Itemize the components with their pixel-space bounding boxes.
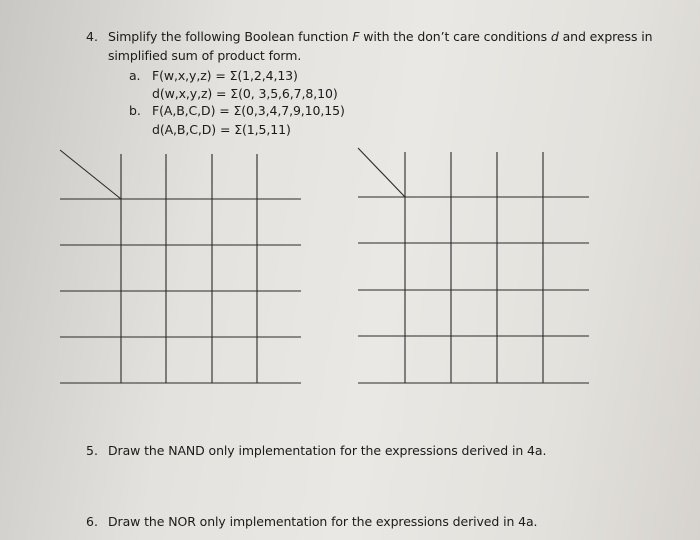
question-4-line-2: simplified sum of product form.	[108, 48, 302, 63]
question-5-number: 5.	[86, 443, 98, 458]
question-4-dont-care-symbol: d	[550, 29, 559, 44]
part-a-label: a.	[129, 68, 141, 83]
part-b-dont-care: d(A,B,C,D) = Σ(1,5,11)	[152, 122, 291, 137]
question-4-function-symbol: F	[352, 29, 360, 44]
part-a-dont-care: d(w,x,y,z) = Σ(0, 3,5,6,7,8,10)	[152, 86, 338, 101]
question-4-number: 4.	[86, 29, 98, 44]
kmap-left-corner-diagonal	[60, 150, 121, 199]
question-4-text-c: and express in	[562, 29, 653, 44]
part-b-label: b.	[129, 103, 141, 118]
question-4-text-b: with the don’t care conditions	[363, 29, 547, 44]
question-5-text: Draw the NAND only implementation for the expressions derived in 4a.	[108, 443, 547, 458]
question-6-number: 6.	[86, 514, 98, 529]
kmap-right-corner-diagonal	[358, 148, 405, 197]
question-6-text: Draw the NOR only implementation for the expressions derived in 4a.	[108, 514, 538, 529]
question-4-text-a: Simplify the following Boolean function	[108, 29, 349, 44]
part-b-function: F(A,B,C,D) = Σ(0,3,4,7,9,10,15)	[152, 103, 345, 118]
kmap-grid-right[interactable]	[355, 148, 600, 384]
part-a-function: F(w,x,y,z) = Σ(1,2,4,13)	[152, 68, 298, 83]
question-4-line-1	[108, 29, 652, 44]
kmap-grid-left[interactable]	[55, 150, 305, 386]
